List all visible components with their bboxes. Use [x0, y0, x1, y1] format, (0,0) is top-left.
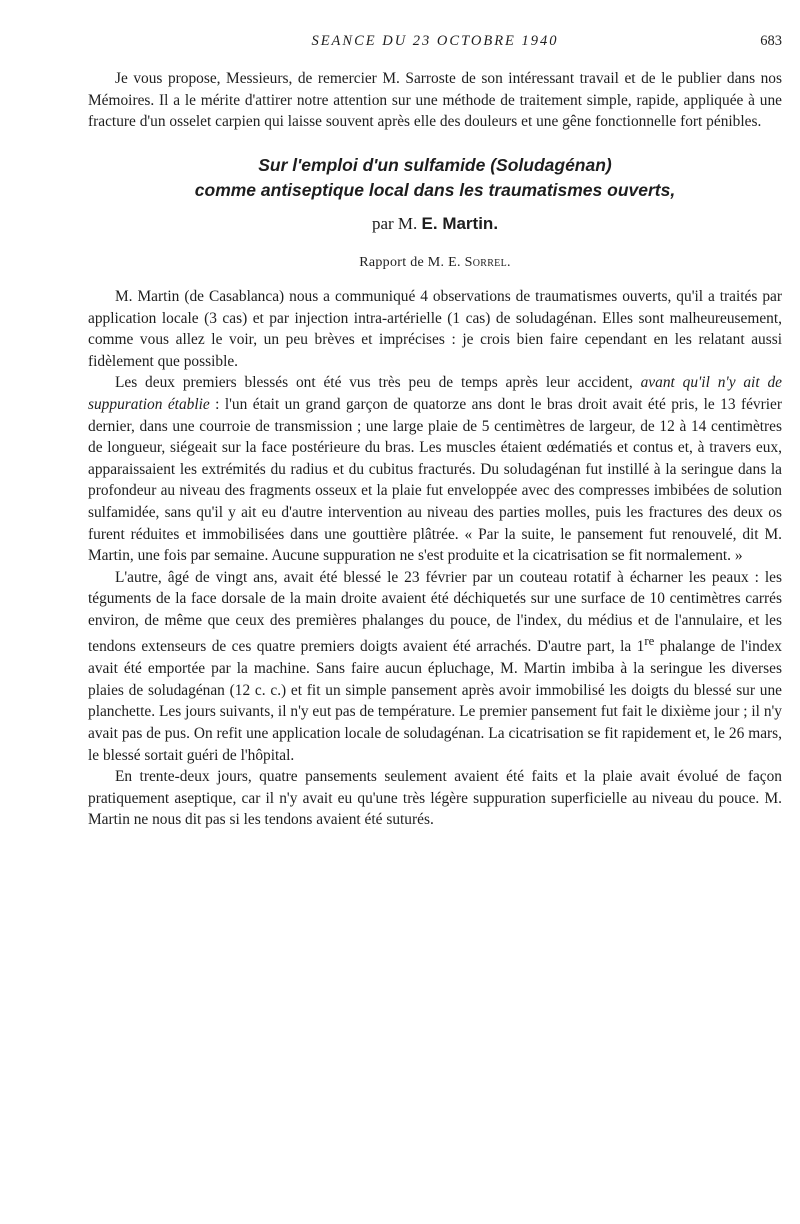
running-head: SEANCE DU 23 OCTOBRE 1940	[311, 33, 559, 49]
paragraph-3	[88, 567, 782, 766]
report-line	[88, 252, 782, 274]
paragraph-2-rest: : l'un était un grand garçon de quatorze ans dont le bras droit avait été pris, le 13 février dernier, dans une courroie de transmission ; une large plaie de 5 centimètres de largeur, de 12 à 14 centimètres de longueur, siégeait sur la face postérieure du bras. Les muscles étaient œdématiés et contus et, à travers eux, apparaissaient les extrémités du radius et du cubitus fracturés. Du soludagénan fut instillé à la seringue dans la profondeur au niveau des fragments osseux et la plaie fut enveloppée avec des compresses imbibées de solution sulfamidée, sans qu'il y ait eu d'autre intervention au niveau des parties molles, puis les fractures des deux os furent réduites et immobilisées dans une gouttière plâtrée. « Par la suite, le pansement fut renouvelé, dit M. Martin, une fois par semaine. Aucune suppuration ne s'est produite et la cicatrisation se fit normalement. »	[88, 395, 782, 565]
report-prefix: Rapport de M. E.	[359, 255, 461, 271]
paragraph-1: M. Martin (de Casablanca) nous a communiqué 4 observations de traumatismes ouverts, qu'il a traités par application locale (3 cas) et par injection intra-artérielle (1 cas) de soludagénan. Elles sont malheureusement, comme vous allez le voir, un peu brèves et imprécises : je crois bien faire cependant en les relatant aussi fidèlement que possible.	[88, 287, 782, 370]
paragraph-3-start: L'autre, âgé de vingt ans, avait été blessé le 23 février par un couteau rotatif à écharner les peaux : les téguments de la face dorsale de la main droite avaient été déchiquetés sur une surface de 10 centimètres carrés environ, de même que ceux des premières phalanges du pouce, de l'index, du médius et de l'annulaire, et les tendons extenseurs de ces quatre premiers doigts avaient été arrachés. D'autre part, la 1	[88, 568, 782, 656]
article-title-line-1: Sur l'emploi d'un sulfamide (Soludagénan)	[258, 154, 612, 175]
paragraph-2-italic: avant qu'il n'y ait de suppuration établie	[88, 374, 782, 413]
intro-paragraph: Je vous propose, Messieurs, de remercier M. Sarroste de son intéressant travail et de le publier dans nos Mémoires. Il a le mérite d'attirer notre attention sur une méthode de traitement simple, rapide, appliquée à une fracture d'un osselet carpien qui laisse souvent après elle des douleurs et une gêne fonctionnelle fort pénibles.	[88, 70, 782, 131]
author-prefix: par M.	[371, 213, 418, 233]
author-name: E. Martin.	[421, 213, 499, 233]
article-title	[88, 153, 782, 203]
report-name: Sorrel.	[464, 255, 511, 271]
paragraph-4: En trente-deux jours, quatre pansements seulement avaient été faits et la plaie avait évolué de façon pratiquement aseptique, car il n'y avait eu qu'une très légère suppuration superficielle au niveau du pouce. M. Martin ne nous dit pas si les tendons avaient été suturés.	[88, 768, 782, 829]
page-header	[88, 33, 782, 53]
paragraph-2-start: Les deux premiers blessés ont été vus très peu de temps après leur accident,	[115, 374, 633, 392]
paragraph-2	[88, 372, 782, 566]
article-title-line-2: comme antiseptique local dans les traumatismes ouverts,	[194, 179, 676, 200]
page-body	[88, 68, 782, 831]
page-number: 683	[760, 33, 782, 49]
article-author	[88, 213, 782, 235]
ordinal-superscript: re	[644, 634, 655, 649]
paragraph-3-rest: phalange de l'index avait été emportée par la machine. Sans faire aucun épluchage, M. Martin imbiba à la seringue les diverses plaies de soludagénan (12 c. c.) et fit un simple pansement après avoir immobilisé les doigts du blessé sur une planchette. Les jours suivants, il n'y eut pas de température. Le premier pansement fut fait le dixième jour ; il n'y avait pas de pus. On refit une application locale de soludagénan. La cicatrisation se fit rapidement et, le 26 mars, le blessé sortait guéri de l'hôpital.	[88, 638, 782, 764]
